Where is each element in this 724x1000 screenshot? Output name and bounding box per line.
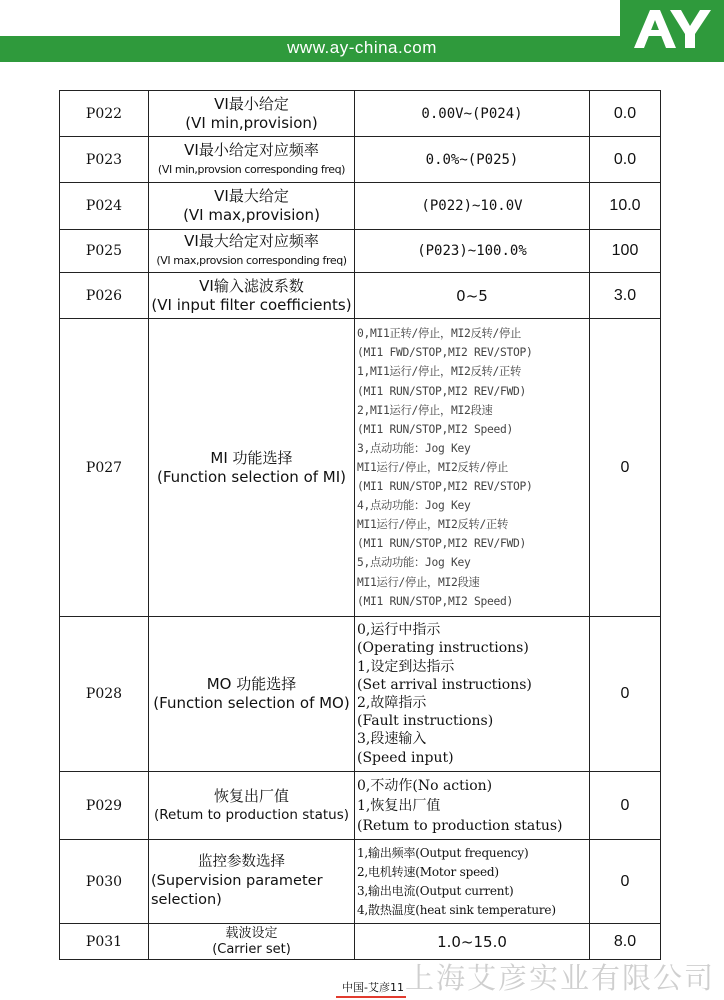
table-row [60,230,661,273]
param-range: 0~5 [355,273,590,319]
param-name-en: (VI min,provsion corresponding freq) [157,162,346,176]
option-line: (Operating instructions) [357,640,529,657]
param-default: 3.0 [590,273,661,319]
table-row [60,137,661,183]
option-line: 2,MI1运行/停止，MI2段速 [357,403,493,417]
option-line: 1,恢复出厂值 [357,797,441,814]
param-name [149,772,355,840]
table-row [60,840,661,924]
header-url[interactable]: www.ay-china.com [287,38,437,57]
param-default: 0 [590,840,661,924]
param-name [149,617,355,772]
option-line: (MI1 RUN/STOP,MI2 REV/STOP) [357,480,533,494]
param-default: 0.0 [590,137,661,183]
brand-logo [620,0,724,62]
option-line: (MI1 RUN/STOP,MI2 Speed) [357,422,514,436]
param-code: P024 [60,183,149,230]
option-line: 4,散热温度(heat sink temperature) [357,902,556,917]
param-default: 10.0 [590,183,661,230]
table-row [60,319,661,617]
option-line: 3,段速输入 [357,731,427,748]
param-default: 0 [590,772,661,840]
parameter-table [59,90,661,960]
option-line: (Set arrival instructions) [357,676,532,693]
option-line: (MI1 RUN/STOP,MI2 REV/FWD) [357,384,527,398]
page-label: 中国-艾彦11 [342,981,404,994]
param-default: 100 [590,230,661,273]
option-line: 1,设定到达指示 [357,658,455,675]
param-name-cn: MO 功能选择 [206,675,297,693]
param-name [149,230,355,273]
table-row [60,91,661,137]
param-name-en-cont: selection) [151,892,222,908]
option-line: 2,故障指示 [357,695,427,711]
param-name [149,183,355,230]
param-default: 0 [590,319,661,617]
option-line: MI1运行/停止，MI2反转/停止 [357,460,508,474]
param-default: 0 [590,617,661,772]
param-range: 1.0~15.0 [355,924,590,960]
param-name [149,273,355,319]
param-options [355,772,590,840]
option-line: 0,不动作(No action) [357,777,493,794]
param-name-cn: VI最大给定对应频率 [184,232,319,250]
company-watermark: 上海艾彦实业有限公司 [405,961,716,995]
param-name-cn: 监控参数选择 [198,854,285,870]
param-code: P022 [60,91,149,137]
param-code: P029 [60,772,149,840]
param-code: P026 [60,273,149,319]
option-line: 0,运行中指示 [357,622,441,639]
param-name-cn: MI 功能选择 [210,448,293,467]
option-line: (MI1 RUN/STOP,MI2 REV/FWD) [357,537,527,551]
param-options [355,617,590,772]
option-line: 2,电机转速(Motor speed) [357,864,499,879]
option-line: MI1运行/停止，MI2段速 [357,575,480,589]
table-row [60,617,661,772]
option-line: MI1运行/停止，MI2反转/正转 [357,518,508,532]
param-default: 0.0 [590,91,661,137]
param-name-en: (VI input filter coefficients) [151,295,352,314]
param-name-en: (VI min,provision) [185,113,318,132]
param-code: P025 [60,230,149,273]
param-name [149,840,355,924]
table-row [60,183,661,230]
param-name-en: (VI max,provsion corresponding freq) [156,254,347,267]
table-row [60,273,661,319]
table-row [60,772,661,840]
param-code: P031 [60,924,149,960]
option-line: (MI1 FWD/STOP,MI2 REV/STOP) [357,346,533,360]
param-code: P023 [60,137,149,183]
param-name-en: (Carrier set) [212,941,291,957]
ay-logo-icon [620,0,724,62]
param-name-cn: 恢复出厂值 [213,786,289,805]
param-name-cn: VI最小给定 [214,94,289,113]
option-line: 3,输出电流(Output current) [357,883,514,898]
option-line: 5,点动功能：Jog Key [357,556,471,570]
option-line: 1,MI1运行/停止，MI2反转/正转 [357,365,521,379]
param-default: 8.0 [590,924,661,960]
option-line: (Speed input) [357,749,454,766]
param-name [149,924,355,960]
param-code: P027 [60,319,149,617]
footer-divider [336,996,406,998]
param-range: 0.00V~(P024) [355,91,590,137]
option-line: 3,点动功能：Jog Key [357,441,471,455]
option-line: (Retum to production status) [357,817,563,834]
param-range: (P022)~10.0V [355,183,590,230]
param-code: P030 [60,840,149,924]
param-name-en: (Supervision parameter [151,873,323,889]
param-name-cn: VI输入滤波系数 [199,276,304,295]
option-line: 4,点动功能：Jog Key [357,499,471,513]
option-line: (MI1 RUN/STOP,MI2 Speed) [357,594,514,608]
param-name-cn: VI最小给定对应频率 [184,140,319,159]
option-line: 0,MI1正转/停止，MI2反转/停止 [357,327,521,341]
param-range: (P023)~100.0% [355,230,590,273]
option-line: 1,输出频率(Output frequency) [357,845,529,860]
option-line: (Fault instructions) [357,713,494,730]
param-name-en: (VI max,provision) [183,206,320,224]
param-name-cn: 载波设定 [225,925,278,941]
param-code: P028 [60,617,149,772]
param-name-en: (Function selection of MO) [153,694,350,712]
param-name [149,91,355,137]
param-options [355,840,590,924]
table-row [60,924,661,960]
param-name-en: (Retum to production status) [153,806,349,823]
param-range: 0.0%~(P025) [355,137,590,183]
param-options [355,319,590,617]
param-name [149,137,355,183]
param-name-cn: VI最大给定 [214,187,289,205]
param-name-en: (Function selection of MI) [156,467,347,486]
param-name [149,319,355,617]
